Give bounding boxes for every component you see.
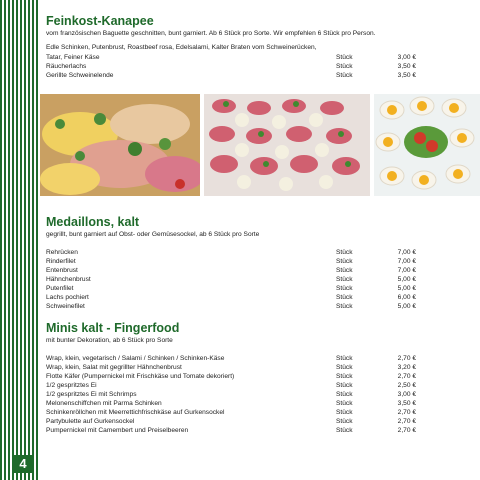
canape-photo-ham <box>40 94 200 196</box>
item-unit: Stück <box>336 267 353 274</box>
table-row <box>46 399 416 408</box>
item-price: 3,00 € <box>397 391 416 398</box>
item-unit: Stück <box>336 258 353 265</box>
item-price: 7,00 € <box>397 258 416 265</box>
item-unit: Stück <box>336 364 353 371</box>
item-unit: Stück <box>336 400 353 407</box>
item-price: 3,50 € <box>397 400 416 407</box>
section-subtitle: gegrillt, bunt garniert auf Obst- oder Gemüsesockel, ab 6 Stück pro Sorte <box>46 231 260 238</box>
canape-photo-platter <box>204 94 370 196</box>
table-row <box>46 266 416 275</box>
price-table <box>46 354 416 435</box>
item-price: 3,20 € <box>397 364 416 371</box>
item-name: Lachs pochiert <box>46 294 89 301</box>
table-row <box>46 381 416 390</box>
section-title: Minis kalt - Fingerfood <box>46 321 180 335</box>
item-name: 1/2 gespritztes Ei <box>46 382 97 389</box>
table-row <box>46 275 416 284</box>
item-unit: Stück <box>336 303 353 310</box>
item-name: Pumpernickel mit Camembert und Preiselbeeren <box>46 427 189 434</box>
item-price: 3,50 € <box>397 62 416 70</box>
section-minis <box>46 321 416 435</box>
item-unit: Stück <box>336 53 353 61</box>
item-name: Melonenschiffchen mit Parma Schinken <box>46 400 162 407</box>
item-price: 5,00 € <box>397 303 416 310</box>
table-row <box>46 62 416 71</box>
table-row <box>46 363 416 372</box>
item-unit: Stück <box>336 427 353 434</box>
item-name: Partybulette auf Gurkensockel <box>46 418 135 425</box>
item-name: 1/2 gespritztes Ei mit Schrimps <box>46 391 137 398</box>
item-price: 2,70 € <box>397 418 416 425</box>
item-price: 6,00 € <box>397 294 416 301</box>
item-name: Tatar, Feiner Käse <box>46 53 100 61</box>
table-row <box>46 53 416 62</box>
item-unit: Stück <box>336 294 353 301</box>
item-price: 3,00 € <box>397 53 416 61</box>
table-row <box>46 284 416 293</box>
item-unit: Stück <box>336 418 353 425</box>
item-price: 7,00 € <box>397 267 416 274</box>
item-name: Schinkenröllchen mit Meerrettichfrischkäse auf Gurkensockel <box>46 409 225 416</box>
item-unit: Stück <box>336 249 353 256</box>
item-name: Wrap, klein, vegetarisch / Salami / Schinken / Schinken-Käse <box>46 355 225 362</box>
item-unit: Stück <box>336 382 353 389</box>
item-price: 2,70 € <box>397 373 416 380</box>
item-unit: Stück <box>336 373 353 380</box>
table-row <box>46 302 416 311</box>
item-price: 5,00 € <box>397 276 416 283</box>
table-row <box>46 293 416 302</box>
item-unit: Stück <box>336 62 353 70</box>
section-title: Feinkost-Kanapee <box>46 14 154 28</box>
item-unit: Stück <box>336 391 353 398</box>
item-name: Hähnchenbrust <box>46 276 91 283</box>
table-row <box>46 390 416 399</box>
item-name: Räucherlachs <box>46 62 87 70</box>
table-row <box>46 248 416 257</box>
item-name: Entenbrust <box>46 267 78 274</box>
section-medaillons <box>46 215 416 311</box>
item-name: Schweinefilet <box>46 303 85 310</box>
item-unit: Stück <box>336 71 353 79</box>
item-name: Gerillte Schweinelende <box>46 71 114 79</box>
table-row <box>46 408 416 417</box>
section-subtitle: vom französischen Baguette geschnitten, bunt garniert. Ab 6 Stück pro Sorte. Wir empfehlen 6 Stück pro Person. <box>46 30 376 37</box>
table-row <box>46 71 416 80</box>
table-row <box>46 257 416 266</box>
item-price: 7,00 € <box>397 249 416 256</box>
section-feinkost <box>46 14 476 80</box>
item-price: 2,70 € <box>397 355 416 362</box>
food-photos <box>40 94 480 196</box>
table-row <box>46 417 416 426</box>
table-row <box>46 426 416 435</box>
item-name: Rehrücken <box>46 249 78 256</box>
item-price: 5,00 € <box>397 285 416 292</box>
section-title: Medaillons, kalt <box>46 215 140 229</box>
item-price: 2,70 € <box>397 427 416 434</box>
price-table <box>46 248 416 311</box>
item-unit: Stück <box>336 276 353 283</box>
item-name: Putenfilet <box>46 285 74 292</box>
decorative-stripes <box>0 0 38 480</box>
item-name: Rinderfilet <box>46 258 76 265</box>
item-unit: Stück <box>336 409 353 416</box>
table-row <box>46 372 416 381</box>
page-number: 4 <box>12 455 34 473</box>
section-description: Edle Schinken, Putenbrust, Roastbeef rosa, Edelsalami, Kalter Braten vom Schweinerücken, <box>46 44 317 51</box>
item-price: 2,70 € <box>397 409 416 416</box>
section-subtitle: mit bunter Dekoration, ab 6 Stück pro Sorte <box>46 337 173 344</box>
item-price: 3,50 € <box>397 71 416 79</box>
item-price: 2,50 € <box>397 382 416 389</box>
table-row <box>46 354 416 363</box>
egg-photo <box>374 94 480 196</box>
item-unit: Stück <box>336 285 353 292</box>
item-name: Wrap, klein, Salat mit gegrillter Hähnchenbrust <box>46 364 182 371</box>
price-table <box>46 53 416 80</box>
item-unit: Stück <box>336 355 353 362</box>
item-name: Flotte Käfer (Pumpernickel mit Frischkäse und Tomate dekoriert) <box>46 373 235 380</box>
